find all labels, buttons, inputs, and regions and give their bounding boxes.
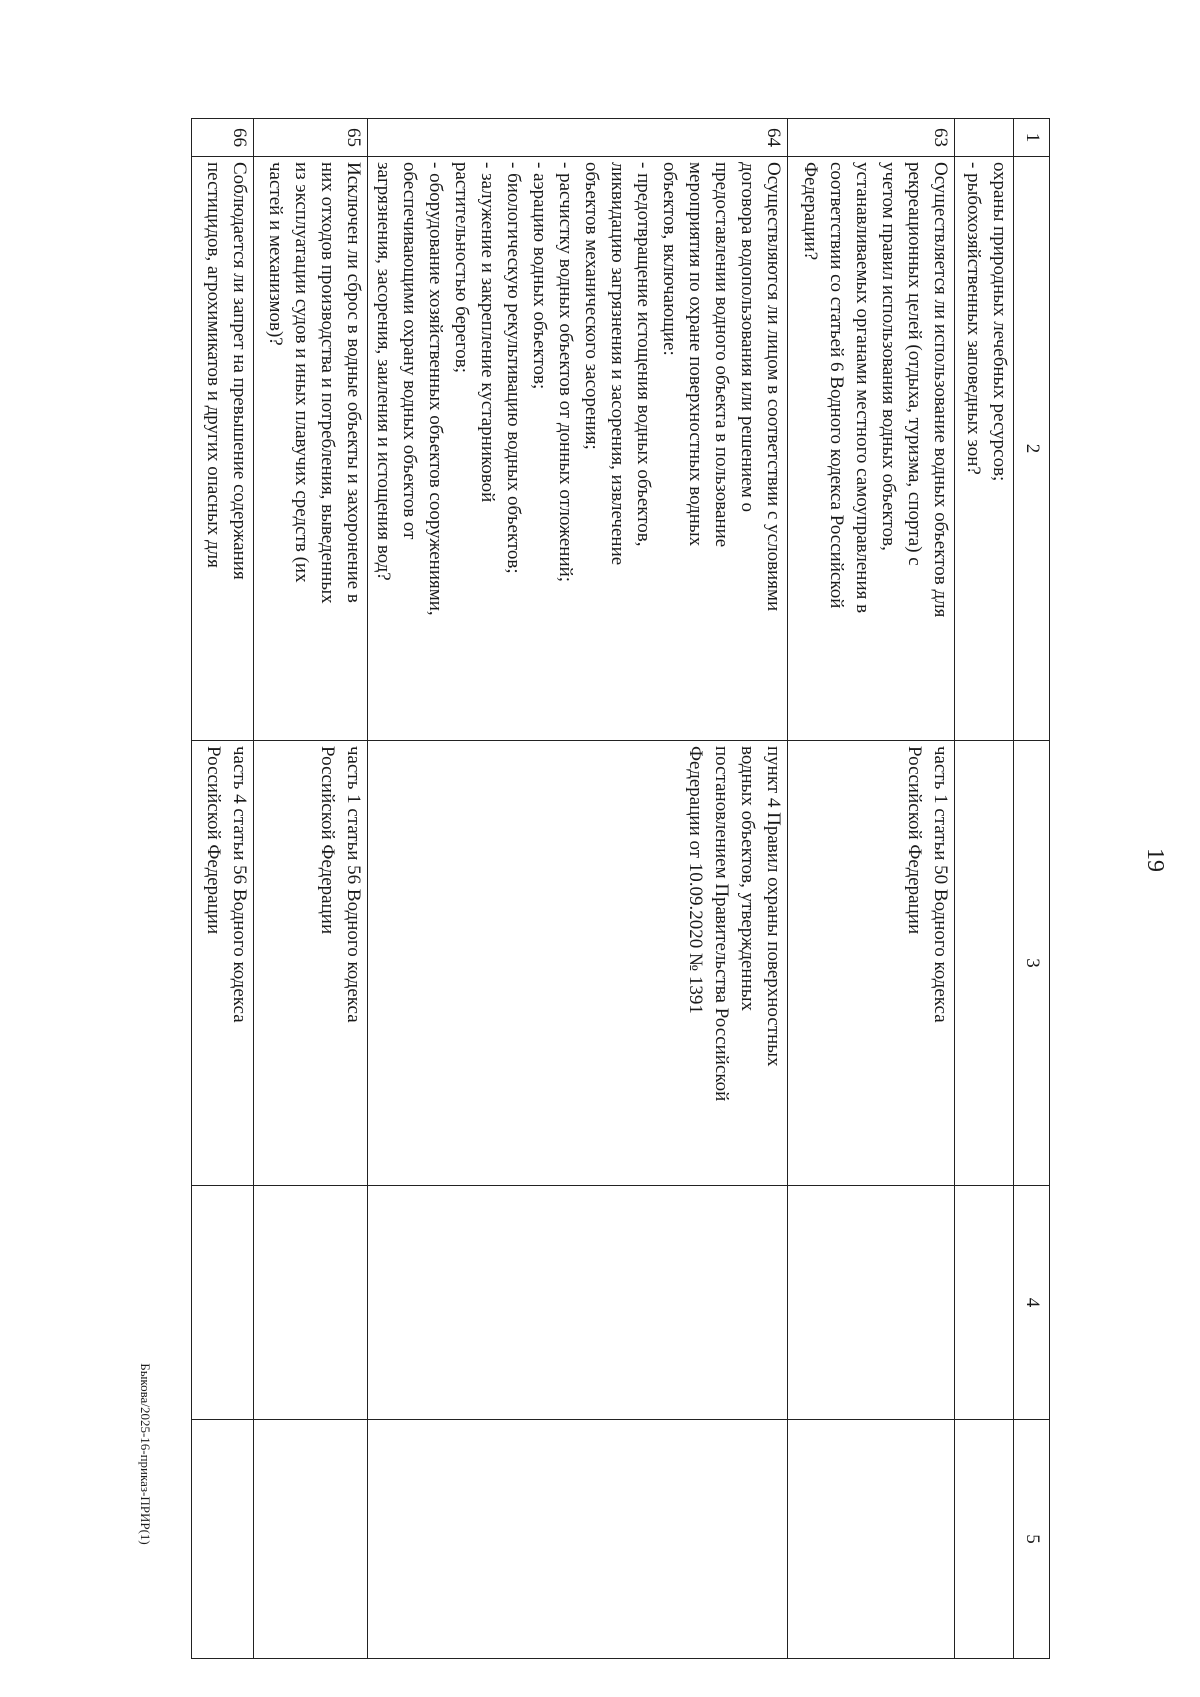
question-line: из эксплуатации судов и иных плавучих средств (их	[291, 162, 312, 583]
header-cell-4: 4	[1014, 1186, 1050, 1420]
question-line: объектов механического засорения;	[581, 162, 602, 450]
question-line: Осуществляется ли использование водных объектов для	[930, 162, 951, 618]
col4-cell	[192, 1186, 254, 1420]
question-cell	[192, 157, 254, 741]
basis-line: Российской Федерации	[203, 746, 224, 935]
basis-line: водных объектов, утвержденных	[737, 746, 758, 1012]
question-line: договора водопользования или решением о	[737, 162, 758, 513]
col4-cell	[368, 1186, 788, 1420]
question-line: - аэрацию водных объектов;	[529, 162, 550, 390]
question-line: них отходов производства и потребления, выведенных	[317, 162, 338, 604]
question-line: рекреационных целей (отдыха, туризма, спорта) с	[904, 162, 925, 566]
table-row	[368, 119, 788, 1659]
header-cell-5: 5	[1014, 1420, 1050, 1659]
col4-cell	[254, 1186, 368, 1420]
question-cell	[788, 157, 955, 741]
table-row	[955, 119, 1014, 1659]
question-line: предоставлении водного объекта в пользование	[711, 162, 732, 548]
table-row	[192, 119, 254, 1659]
col5-cell	[368, 1420, 788, 1659]
row-number: 63	[788, 119, 955, 157]
row-number: 65	[254, 119, 368, 157]
question-line: - биологическую рекультивацию водных объектов;	[503, 162, 524, 574]
col4-cell	[955, 1186, 1014, 1420]
col5-cell	[955, 1420, 1014, 1659]
question-line: Осуществляются ли лицом в соответствии с условиями	[763, 162, 784, 612]
table-row	[254, 119, 368, 1659]
page-number: 19	[1142, 848, 1168, 872]
header-cell-3: 3	[1014, 741, 1050, 1186]
question-line: Соблюдается ли запрет на превышение содержания	[229, 162, 250, 580]
table-header-row	[1014, 119, 1050, 1659]
basis-line: часть 1 статьи 56 Водного кодекса	[343, 746, 364, 1023]
col5-cell	[254, 1420, 368, 1659]
question-line: охраны природных лечебных ресурсов;	[989, 162, 1010, 482]
legal-basis-cell	[955, 741, 1014, 1186]
question-line: загрязнения, засорения, заиления и истощения вод?	[373, 162, 394, 581]
basis-line: постановлением Правительства Российской	[711, 746, 732, 1102]
question-line: учетом правил использования водных объектов,	[878, 162, 899, 551]
row-number: 64	[368, 119, 788, 157]
legal-basis-cell	[368, 741, 788, 1186]
row-number: 66	[192, 119, 254, 157]
question-line: пестицидов, агрохимикатов и других опасных для	[203, 162, 224, 568]
col5-cell	[788, 1420, 955, 1659]
question-line: Исключен ли сброс в водные объекты и захоронение в	[343, 162, 364, 603]
header-cell-1: 1	[1014, 119, 1050, 157]
question-line: объектов, включающие:	[659, 162, 680, 356]
basis-line: Российской Федерации	[317, 746, 338, 935]
basis-line: Федерации от 10.09.2020 № 1391	[685, 746, 706, 1014]
question-line: частей и механизмов)?	[265, 162, 286, 346]
basis-line: часть 1 статьи 50 Водного кодекса	[930, 746, 951, 1023]
table-row	[788, 119, 955, 1659]
question-line: устанавливаемых органами местного самоуправления в	[852, 162, 873, 614]
question-cell	[368, 157, 788, 741]
question-line: соответствии со статьей 6 Водного кодекса Российской	[826, 162, 847, 609]
rotated-page-content	[180, 118, 1050, 1658]
basis-line: Российской Федерации	[904, 746, 925, 935]
question-line: - оборудование хозяйственных объектов сооружениями,	[425, 162, 446, 616]
question-line: обеспечивающими охрану водных объектов от	[399, 162, 420, 540]
question-line: - залужение и закрепление кустарниковой	[477, 162, 498, 503]
question-line: - расчистку водных объектов от донных отложений;	[555, 162, 576, 583]
col5-cell	[192, 1420, 254, 1659]
question-line: растительностью берегов;	[451, 162, 472, 374]
col4-cell	[788, 1186, 955, 1420]
document-footer: Быкова/2025-16-приказ-ПРИР(1)	[138, 1363, 153, 1545]
question-cell	[955, 157, 1014, 741]
question-line: Федерации?	[800, 162, 821, 261]
question-cell	[254, 157, 368, 741]
question-line: мероприятия по охране поверхностных водных	[685, 162, 706, 547]
basis-line: пункт 4 Правил охраны поверхностных	[763, 746, 784, 1067]
legal-basis-cell	[788, 741, 955, 1186]
basis-line: часть 4 статьи 56 Водного кодекса	[229, 746, 250, 1023]
legal-basis-cell	[254, 741, 368, 1186]
legal-basis-cell	[192, 741, 254, 1186]
question-line: - предотвращение истощения водных объектов,	[633, 162, 654, 547]
question-line: ликвидацию загрязнения и засорения, извлечение	[607, 162, 628, 566]
row-number	[955, 119, 1014, 157]
question-line: - рыбохозяйственных заповедных зон?	[963, 162, 984, 475]
checklist-table	[191, 118, 1050, 1659]
header-cell-2: 2	[1014, 157, 1050, 741]
